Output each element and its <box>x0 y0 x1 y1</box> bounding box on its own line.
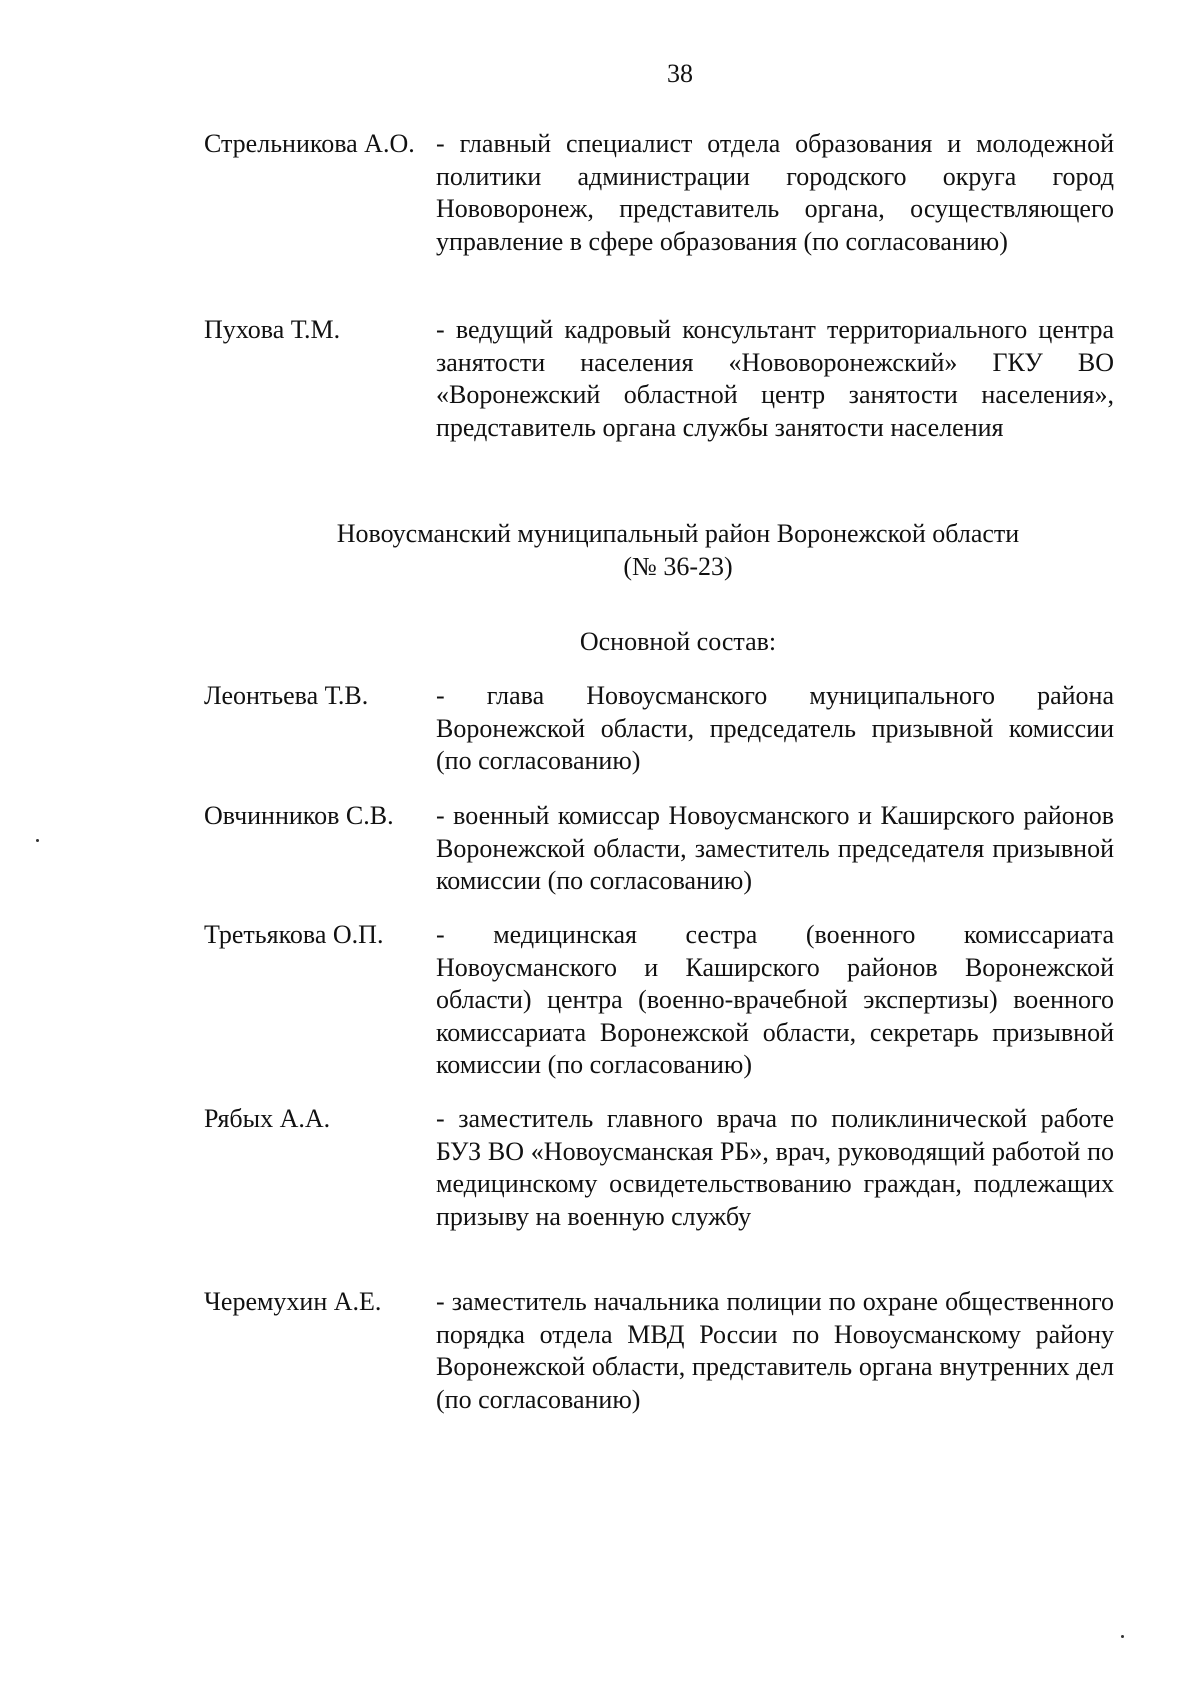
section-title: Новоусманский муниципальный район Воронежской области <box>336 519 1020 548</box>
scan-speck <box>1121 1635 1124 1638</box>
page-number: 38 <box>667 59 693 88</box>
member-name: Рябых А.А. <box>204 1104 331 1133</box>
member-description: - военный комиссар Новоусманского и Каширского районов Воронежской области, заместитель председателя призывной комиссии (по согласованию) <box>436 801 1114 895</box>
section-number: (№ 36-23) <box>623 552 733 581</box>
member-description: - заместитель начальника полиции по охране общественного порядка отдела МВД России по Новоусманскому району Воронежской области, представитель органа внутренних дел (по согласованию) <box>436 1287 1114 1414</box>
member-name: Черемухин А.Е. <box>204 1287 382 1316</box>
member-name: Третьякова О.П. <box>204 920 384 949</box>
member-description: - медицинская сестра (военного комиссариата Новоусманского и Каширского районов Воронежской области) центра (военно-врачебной экспертизы) военного комиссариата Воронежской области, секретарь призывной комиссии (по согласованию) <box>436 920 1114 1079</box>
member-description: - ведущий кадровый консультант территориального центра занятости населения «Нововоронежский» ГКУ ВО «Воронежский областной центр занятости населения», представитель органа службы занятости населения <box>436 315 1114 442</box>
section-subtitle: Основной состав: <box>579 627 777 656</box>
scan-speck <box>36 839 39 842</box>
member-description: - глава Новоусманского муниципального района Воронежской области, председатель призывной комиссии (по согласованию) <box>436 681 1114 775</box>
member-description: - главный специалист отдела образования и молодежной политики администрации городского округа город Нововоронеж, представитель органа, осуществляющего управление в сфере образования (по согласованию) <box>436 129 1114 256</box>
member-description: - заместитель главного врача по поликлинической работе БУЗ ВО «Новоусманская РБ», врач, руководящий работой по медицинскому освидетельствованию граждан, подлежащих призыву на военную службу <box>436 1104 1114 1231</box>
member-name: Стрельникова А.О. <box>204 129 415 158</box>
member-name: Овчинников С.В. <box>204 801 394 830</box>
member-name: Пухова Т.М. <box>204 315 341 344</box>
member-name: Леонтьева Т.В. <box>204 681 369 710</box>
